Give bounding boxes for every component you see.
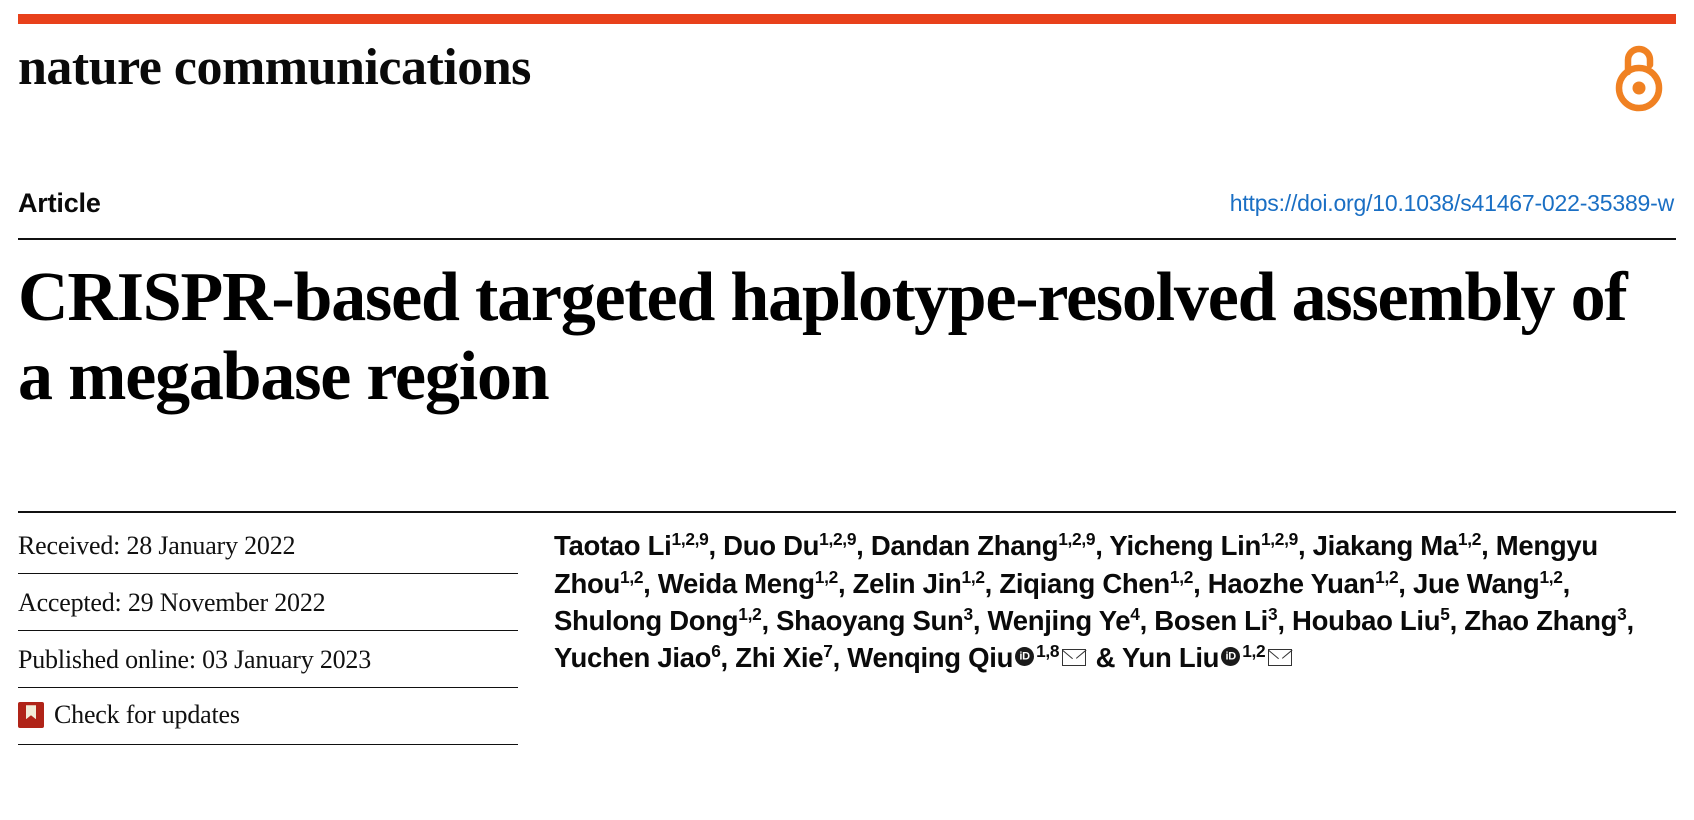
author-affiliation-marker: 1,2 bbox=[961, 566, 985, 587]
author-affiliation-marker: 1,2 bbox=[738, 603, 762, 624]
article-header-page bbox=[0, 14, 1694, 820]
author-affiliation-marker: 4 bbox=[1130, 603, 1140, 624]
header-lower-section bbox=[18, 513, 1676, 745]
author-affiliation-marker: 1,8 bbox=[1036, 641, 1060, 662]
author-name: , Dandan Zhang bbox=[856, 530, 1059, 562]
author-affiliation-marker: 1,2 bbox=[1375, 566, 1399, 587]
check-for-updates-button[interactable] bbox=[18, 688, 518, 745]
author-name: , Jue Wang bbox=[1398, 567, 1540, 599]
article-meta-row bbox=[18, 188, 1676, 230]
author-affiliation-marker: 1,2,9 bbox=[1260, 529, 1298, 550]
author-name: Yun Liu bbox=[1121, 642, 1220, 674]
author-name: , Yuchen Jiao bbox=[554, 604, 1634, 674]
author-name: , Weida Meng bbox=[643, 567, 815, 599]
author-affiliation-marker: 1,2 bbox=[1457, 529, 1482, 550]
corresponding-author-email-icon[interactable] bbox=[1062, 649, 1086, 666]
orcid-icon[interactable] bbox=[1015, 647, 1034, 666]
author-affiliation-marker: 3 bbox=[1268, 603, 1278, 624]
page-title: CRISPR-based targeted haplotype-resolved assembly of a megabase region bbox=[18, 259, 1627, 416]
divider-under-meta bbox=[18, 238, 1676, 240]
published-online-date: Published online: 03 January 2023 bbox=[18, 631, 518, 688]
author-name: , Houbao Liu bbox=[1277, 604, 1441, 636]
orcid-icon[interactable] bbox=[1221, 647, 1240, 666]
author-affiliation-marker: 1,2 bbox=[814, 566, 838, 587]
author-affiliation-marker: 7 bbox=[823, 641, 833, 662]
check-for-updates-label: Check for updates bbox=[54, 700, 240, 730]
author-affiliation-marker: 5 bbox=[1440, 603, 1450, 624]
author-name: , Yicheng Lin bbox=[1095, 530, 1261, 562]
corresponding-author-email-icon[interactable] bbox=[1268, 649, 1292, 666]
author-name: , Shaoyang Sun bbox=[761, 604, 964, 636]
author-affiliation-marker: 1,2 bbox=[1242, 641, 1266, 662]
author-name: , Duo Du bbox=[708, 530, 820, 562]
author-name: , Zelin Jin bbox=[837, 567, 962, 599]
open-access-lock-icon bbox=[1608, 40, 1670, 112]
author-affiliation-marker: 3 bbox=[1617, 603, 1627, 624]
author-name: , Shulong Dong bbox=[554, 567, 1570, 636]
author-name: , Wenjing Ye bbox=[972, 604, 1131, 636]
author-affiliation-marker: 1,2,9 bbox=[1058, 529, 1096, 550]
author-name: , Jiakang Ma bbox=[1297, 530, 1458, 562]
authors-column bbox=[554, 513, 1676, 745]
article-history-column bbox=[18, 513, 554, 745]
journal-masthead bbox=[18, 24, 1676, 116]
author-name: , Wenqing Qiu bbox=[832, 642, 1014, 674]
author-affiliation-marker: 1,2,9 bbox=[671, 529, 709, 550]
author-name: , Haozhe Yuan bbox=[1193, 567, 1376, 599]
article-type-label: Article bbox=[18, 188, 101, 218]
author-name: , Zhi Xie bbox=[720, 642, 824, 674]
brand-top-rule bbox=[18, 14, 1676, 24]
author-list bbox=[554, 527, 1639, 677]
author-affiliation-marker: 1,2 bbox=[1539, 566, 1563, 587]
journal-name: nature communications bbox=[18, 39, 531, 96]
doi-link[interactable]: https://doi.org/10.1038/s41467-022-35389-w bbox=[1229, 190, 1674, 216]
author-separator-ampersand: & bbox=[1095, 642, 1116, 674]
author-affiliation-marker: 1,2 bbox=[620, 566, 644, 587]
author-name: , Bosen Li bbox=[1139, 604, 1268, 636]
author-name: , Ziqiang Chen bbox=[984, 567, 1170, 599]
accepted-date: Accepted: 29 November 2022 bbox=[18, 574, 518, 631]
author-affiliation-marker: 1,2,9 bbox=[819, 529, 857, 550]
received-date: Received: 28 January 2022 bbox=[18, 513, 518, 574]
author-affiliation-marker: 3 bbox=[963, 603, 973, 624]
author-name: , Mengyu Zhou bbox=[554, 530, 1598, 599]
author-name: , Zhao Zhang bbox=[1449, 604, 1618, 636]
crossmark-icon bbox=[18, 702, 44, 728]
author-affiliation-marker: 6 bbox=[711, 641, 721, 662]
author-name: Taotao Li bbox=[554, 530, 672, 562]
author-affiliation-marker: 1,2 bbox=[1169, 566, 1194, 587]
